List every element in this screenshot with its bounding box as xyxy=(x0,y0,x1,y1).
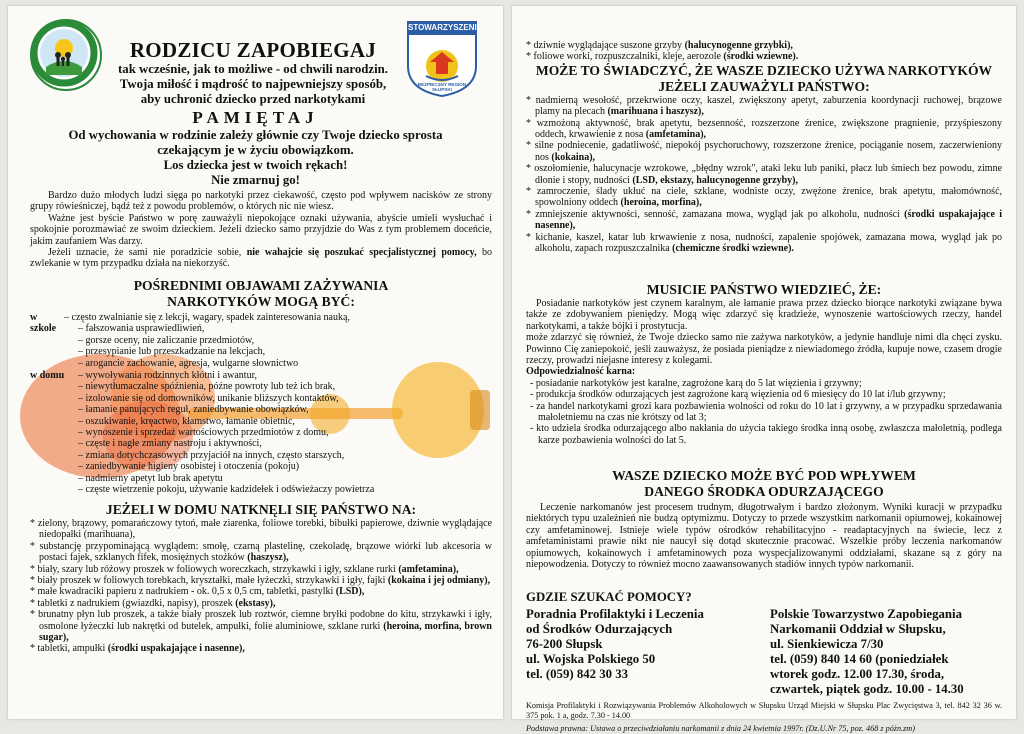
list-item: – łamanie panujących reguł, zaniedbywanie obowiązków, xyxy=(78,404,309,416)
list-item: – częste wietrzenie pokoju, używanie kadzidełek i odświeżaczy powietrza xyxy=(78,484,375,496)
intro-paragraph: Ważne jest byście Państwo w porę zauważyli niepokojące oznaki używania, abyście umieli wysłuchać i spokojnie porozmawiać ze swoim dzieckiem. Jeżeli dziecko samo przyjdzie do Was z tym problemem doceńcie, jakim zaufaniem Was darzy. xyxy=(30,212,492,247)
odpowiedzialnosc-item: - kto udziela środka odurzającego albo nakłania do użycia takiego środka inną osobę, zwłaszcza małoletnią, podlega karze pozbawienia wolności do lat 5. xyxy=(530,423,1002,446)
natkneli-item: * brunatny płyn lub proszek, a także biały proszek lub roztwór, ciemne bryłki podobne do kitu, strzykawki i igły, osmolone łyżeczki lub nakrętki od butelek, ampułki, folie aluminiowe, szklane rurki (heroina, morfina, brown sugar), xyxy=(30,609,492,644)
list-item: – przesypianie lub przeszkadzanie na lekcjach, xyxy=(78,346,266,358)
odpowiedzialnosc-item: - za handel narkotykami grozi kara pozbawienia wolności od roku do 10 lat i grzywny, a w przypadku sprzedawania małoletniemu na czas nie krótszy od lat 3; xyxy=(530,400,1002,424)
pomoc-heading: WASZE DZIECKO MOŻE BYĆ POD WPŁYWEM xyxy=(612,468,916,483)
symptom-item: * wzmożoną aktywność, brak apetytu, bezsenność, rozszerzone źrenice, zwiększone pragnienie, przyśpieszony oddech, krwawienie z nosa (amfetamina), xyxy=(526,117,1003,141)
natkneli-item: * tabletki z nadrukiem (gwiazdki, napisy), proszek (ekstasy), xyxy=(30,597,276,609)
address-block-towarzystwo: Polskie Towarzystwo Zapobiegania Narkomanii Oddział w Słupsku, ul. Sienkiewicza 7/30 tel. (059) 840 14 60 (poniedziałek wtorek godz. 12.00 17.30, środa, czwartek, piątek godz. 10.00 - 14.30 xyxy=(770,607,964,696)
list-item: – niewytłumaczalne spóźnienia, późne powroty lub też ich brak, xyxy=(78,381,336,393)
list-item: – wywoływania rodzinnych kłótni i awantur, xyxy=(78,370,258,382)
subtitle-line: Twoja miłość i mądrość to najpewniejszy sposób, xyxy=(119,77,387,91)
komisja-footer: Komisja Profilaktyki i Rozwiązywania Problemów Alkoholowych w Słupsku Urząd Miejski w Słupsku Plac Zwycięstwa 3, tel. 842 32 36 w. 375 pok. 1 a, godz. 7.30 - 14.00 xyxy=(526,701,1002,720)
odpowiedzialnosc-label: Odpowiedzialność karna: xyxy=(526,366,636,378)
subtitle-line: aby uchronić dziecko przed narkotykami xyxy=(140,92,366,106)
w-szkole-label: w szkole xyxy=(30,312,57,335)
musicie-heading: MUSICIE PAŃSTWO WIEDZIEĆ, ŻE: xyxy=(646,282,882,297)
symptom-item: * nadmierną wesołość, przekrwione oczy, kaszel, zwiększony apetyt, zaburzenia koordynacji ruchowej, brązowe plamy na plecach (marihuana i haszysz), xyxy=(526,94,1002,118)
stowarzyszenie-arc-text: BEZPIECZNY REGION SŁUPSKI xyxy=(417,82,467,92)
right-page xyxy=(512,6,1016,733)
natkneli-heading: JEŻELI W DOMU NATKNĘLI SIĘ PAŃSTWO NA: xyxy=(105,502,417,517)
top-bullet: * foliowe worki, rozpuszczalniki, kleje, aerozole (środki wziewne). xyxy=(526,51,799,63)
list-item: – gorsze oceny, nie zaliczanie przedmiotów, xyxy=(78,334,255,346)
gdzie-heading: GDZIE SZUKAĆ POMOCY? xyxy=(526,590,692,604)
symptom-item: * zamroczenie, ślady ukłuć na ciele, szklane, wodniste oczy, zwężone źrenice, brak apetytu, małomówność, spowolniony oddech (heroina, morfina), xyxy=(526,186,1003,209)
natkneli-item: * tabletki, ampułki (środki uspakajające i nasenne), xyxy=(30,643,245,655)
lead-line: Los dziecka jest w twoich rękach! xyxy=(163,158,348,172)
left-page xyxy=(8,6,503,719)
intro-paragraph: Jeżeli uznacie, że sami nie poradzicie sobie, nie wahajcie się poszukać specjalistycznej pomocy, bo zwlekanie w tym przypadku działa na niekorzyść. xyxy=(30,247,493,270)
list-item: – zmiana dotychczasowych przyjaciół na innych, często starszych, xyxy=(78,449,345,461)
lead-line: Nie zmarnuj go! xyxy=(211,173,300,187)
skad-heading: JEŻELI ZAUWAŻYLI PAŃSTWO: xyxy=(658,78,870,94)
logo-emblem-icon xyxy=(30,19,98,87)
lead-line: Od wychowania w rodzinie zależy głównie czy Twoje dziecko sprosta xyxy=(68,128,443,142)
odpowiedzialnosc-item: - posiadanie narkotyków jest karalne, zagrożone karą do 5 lat więzienia i grzywny; xyxy=(530,377,862,389)
natkneli-item: * biały, szary lub różowy proszek w foliowych woreczkach, strzykawki i igły, szklane rurki (amfetamina), xyxy=(30,563,459,575)
pamietaj-heading: PAMIĘTAJ xyxy=(192,108,319,127)
w-domu-list xyxy=(78,370,492,495)
list-item: – często zwalnianie się z lekcji, wagary, spadek zainteresowania nauką, xyxy=(64,312,350,323)
stowarzyszenie-label: STOWARZYSZENIE xyxy=(408,23,483,32)
symptom-item: * kichanie, kaszel, katar lub krwawienie z nosa, nudności, zapalenie spojówek, zamazana mowa, wygląd jak po alkoholu, zapach rozpuszczalnika (chemiczne środki wziewne). xyxy=(526,231,1002,255)
skad-heading: MOŻE TO ŚWIADCZYĆ, ŻE WASZE DZIECKO UŻYWA NARKOTYKÓW xyxy=(535,62,993,78)
list-item: – oszukiwanie, kręactwo, kłamstwo, łamanie obietnic, xyxy=(78,415,295,427)
list-item: – izolowanie się od domowników, unikanie bliższych kontaktów, xyxy=(78,392,339,404)
symptom-item: * silne podniecenie, gadatliwość, niepokój psychoruchowy, rozszerzone źrenice, pociąganie nosem, zaczerwieniony nos (kokaina), xyxy=(526,140,1002,163)
odpowiedzialnosc-item: - produkcja środków odurzających jest zagrożone karą więzienia od 6 miesięcy do 10 lat i/lub grzywny; xyxy=(530,389,946,401)
musicie-paragraph: Posiadanie narkotyków jest czynem karalnym, ale łamanie prawa przez dziecko biorące narkotyki związane bywa także ze zdobywaniem pieniędzy. Mogą więc zdarzyć się kradzieże, wynoszenie wartościowych rzeczy, handel narkotykami, a także bójki i prostytucja. xyxy=(526,298,1002,332)
list-item: – wynoszenie i sprzedaż wartościowych przedmiotów z domu, xyxy=(78,427,329,439)
pomoc-heading: DANEGO ŚRODKA ODURZAJĄCEGO xyxy=(644,484,884,499)
list-item: – zaniedbywanie higieny osobistej i otoczenia (pokoju) xyxy=(78,461,300,473)
organization-logo xyxy=(30,19,102,91)
symptom-item: * oszołomienie, halucynacje wzrokowe, „błędny wzrok", ataki leku lub paniki, płacz lub śmiech bez powodu, zimne dłonie i stopy, nudności (LSD, ekstazy, halucynogenne grzyby), xyxy=(526,163,1003,186)
main-title: RODZICU ZAPOBIEGAJ xyxy=(129,38,377,62)
address-block-poradnia: Poradnia Profilaktyki i Leczenia od Środków Odurzających 76-200 Słupsk ul. Wojska Polskiego 50 tel. (059) 842 30 33 xyxy=(526,607,704,681)
pomoc-paragraph: Leczenie narkomanów jest procesem trudnym, długotrwałym i bardzo złożonym. Wyniki kuracji w przypadku niektórych typu uzależnień nie budzą optymizmu. Dotyczy to przede wszystkim narkomanii opiumowej, kokainowej czy amfetaminowej. Istnieje wiele typów ośrodków rehabilitacyjno - readaptacyjnych na świecie, lecz z amfetaministami prawie nikt nie naucył się dotąd skutecznie pracować. Wszelkie próby leczenia narkomanów opiumowych, kokainowych i amfetaminowych poza wyspecjalizowanymi oddziałami, skazane są z góry na niepowodzenia. Dotyczy to również mocno zaawansowanych stadiów innych typów narkomanii. xyxy=(526,502,1002,571)
natkneli-item: * małe kwadraciki papieru z nadrukiem - ok. 0,5 x 0,5 cm, tabletki, pastylki (LSD), xyxy=(30,586,365,598)
objawy-heading: POŚREDNIMI OBJAWAMI ZAŻYWANIA xyxy=(133,278,389,293)
natkneli-item: * zielony, brązowy, pomarańczowy tytoń, małe ziarenka, foliowe torebki, bibułki papierowe, dziwnie wyglądające niedopałki (marihuana), xyxy=(30,518,493,541)
podstawa-prawna: Podstawa prawna: Ustawa o przeciwdziałaniu narkomanii z dnia 24 kwietnia 1997r. (Dz.U.Nr 75, poz. 468 z póżn.zm) xyxy=(526,724,915,733)
top-bullet: * dziwnie wyglądające suszone grzyby (halucynogenne grzybki), xyxy=(526,40,793,51)
w-domu-label: w domu xyxy=(30,370,65,382)
musicie-paragraph: może zdarzyć się również, że Twoje dziecko samo nie zażywa narkotyków, a jedynie handluje nimi dla chęci zysku. Powinno Cię zaniepokoić, jeśli zauważysz, że posiada pieniądze z niewiadomego źródła, kupuje nowe, czasem drogie rzeczy, prowadzi niejasne interesy z kolegami. xyxy=(526,332,1002,367)
symptom-item: * zmniejszenie aktywności, senność, zamazana mowa, wygląd jak po alkoholu, nudności (środki uspakajające i nasenne), xyxy=(526,208,1002,232)
list-item: – fałszowania usprawiedliwień, xyxy=(78,323,205,335)
intro-paragraph: Bardzo dużo młodych ludzi sięga po narkotyki przez ciekawość, często pod wpływem nacisków ze strony grupy rówieśniczej, bądź też z powodu problemów, o których nic nie wiesz. xyxy=(30,190,492,213)
list-item: – częste i nagłe zmiany nastroju i aktywności, xyxy=(78,438,262,450)
objawy-heading: NARKOTYKÓW MOGĄ BYĆ: xyxy=(167,294,355,309)
list-item: – arogancie zachowanie, agresja, wulgarne słownictwo xyxy=(78,357,299,369)
subtitle-line: tak wcześnie, jak to możliwe - od chwili narodzin. xyxy=(118,62,388,76)
natkneli-item: * substancję przypominającą wyglądem: smołę, czarną plastelinę, czekoladę, brązowe wiórki lub akcesoria w postaci fajek, szklanych fifek, mosiężnych stożków (haszysz), xyxy=(30,540,493,564)
stowarzyszenie-logo xyxy=(402,18,482,98)
w-szkole-list xyxy=(64,312,492,369)
list-item: – nadmierny apetyt lub brak apetytu xyxy=(78,472,223,484)
lead-line: czekającym je w życiu obowiązkom. xyxy=(157,143,354,157)
natkneli-item: * biały proszek w foliowych torebkach, kryształki, małe łyżeczki, strzykawki i igły, fajki (kokaina i jej odmiany), xyxy=(30,575,491,587)
